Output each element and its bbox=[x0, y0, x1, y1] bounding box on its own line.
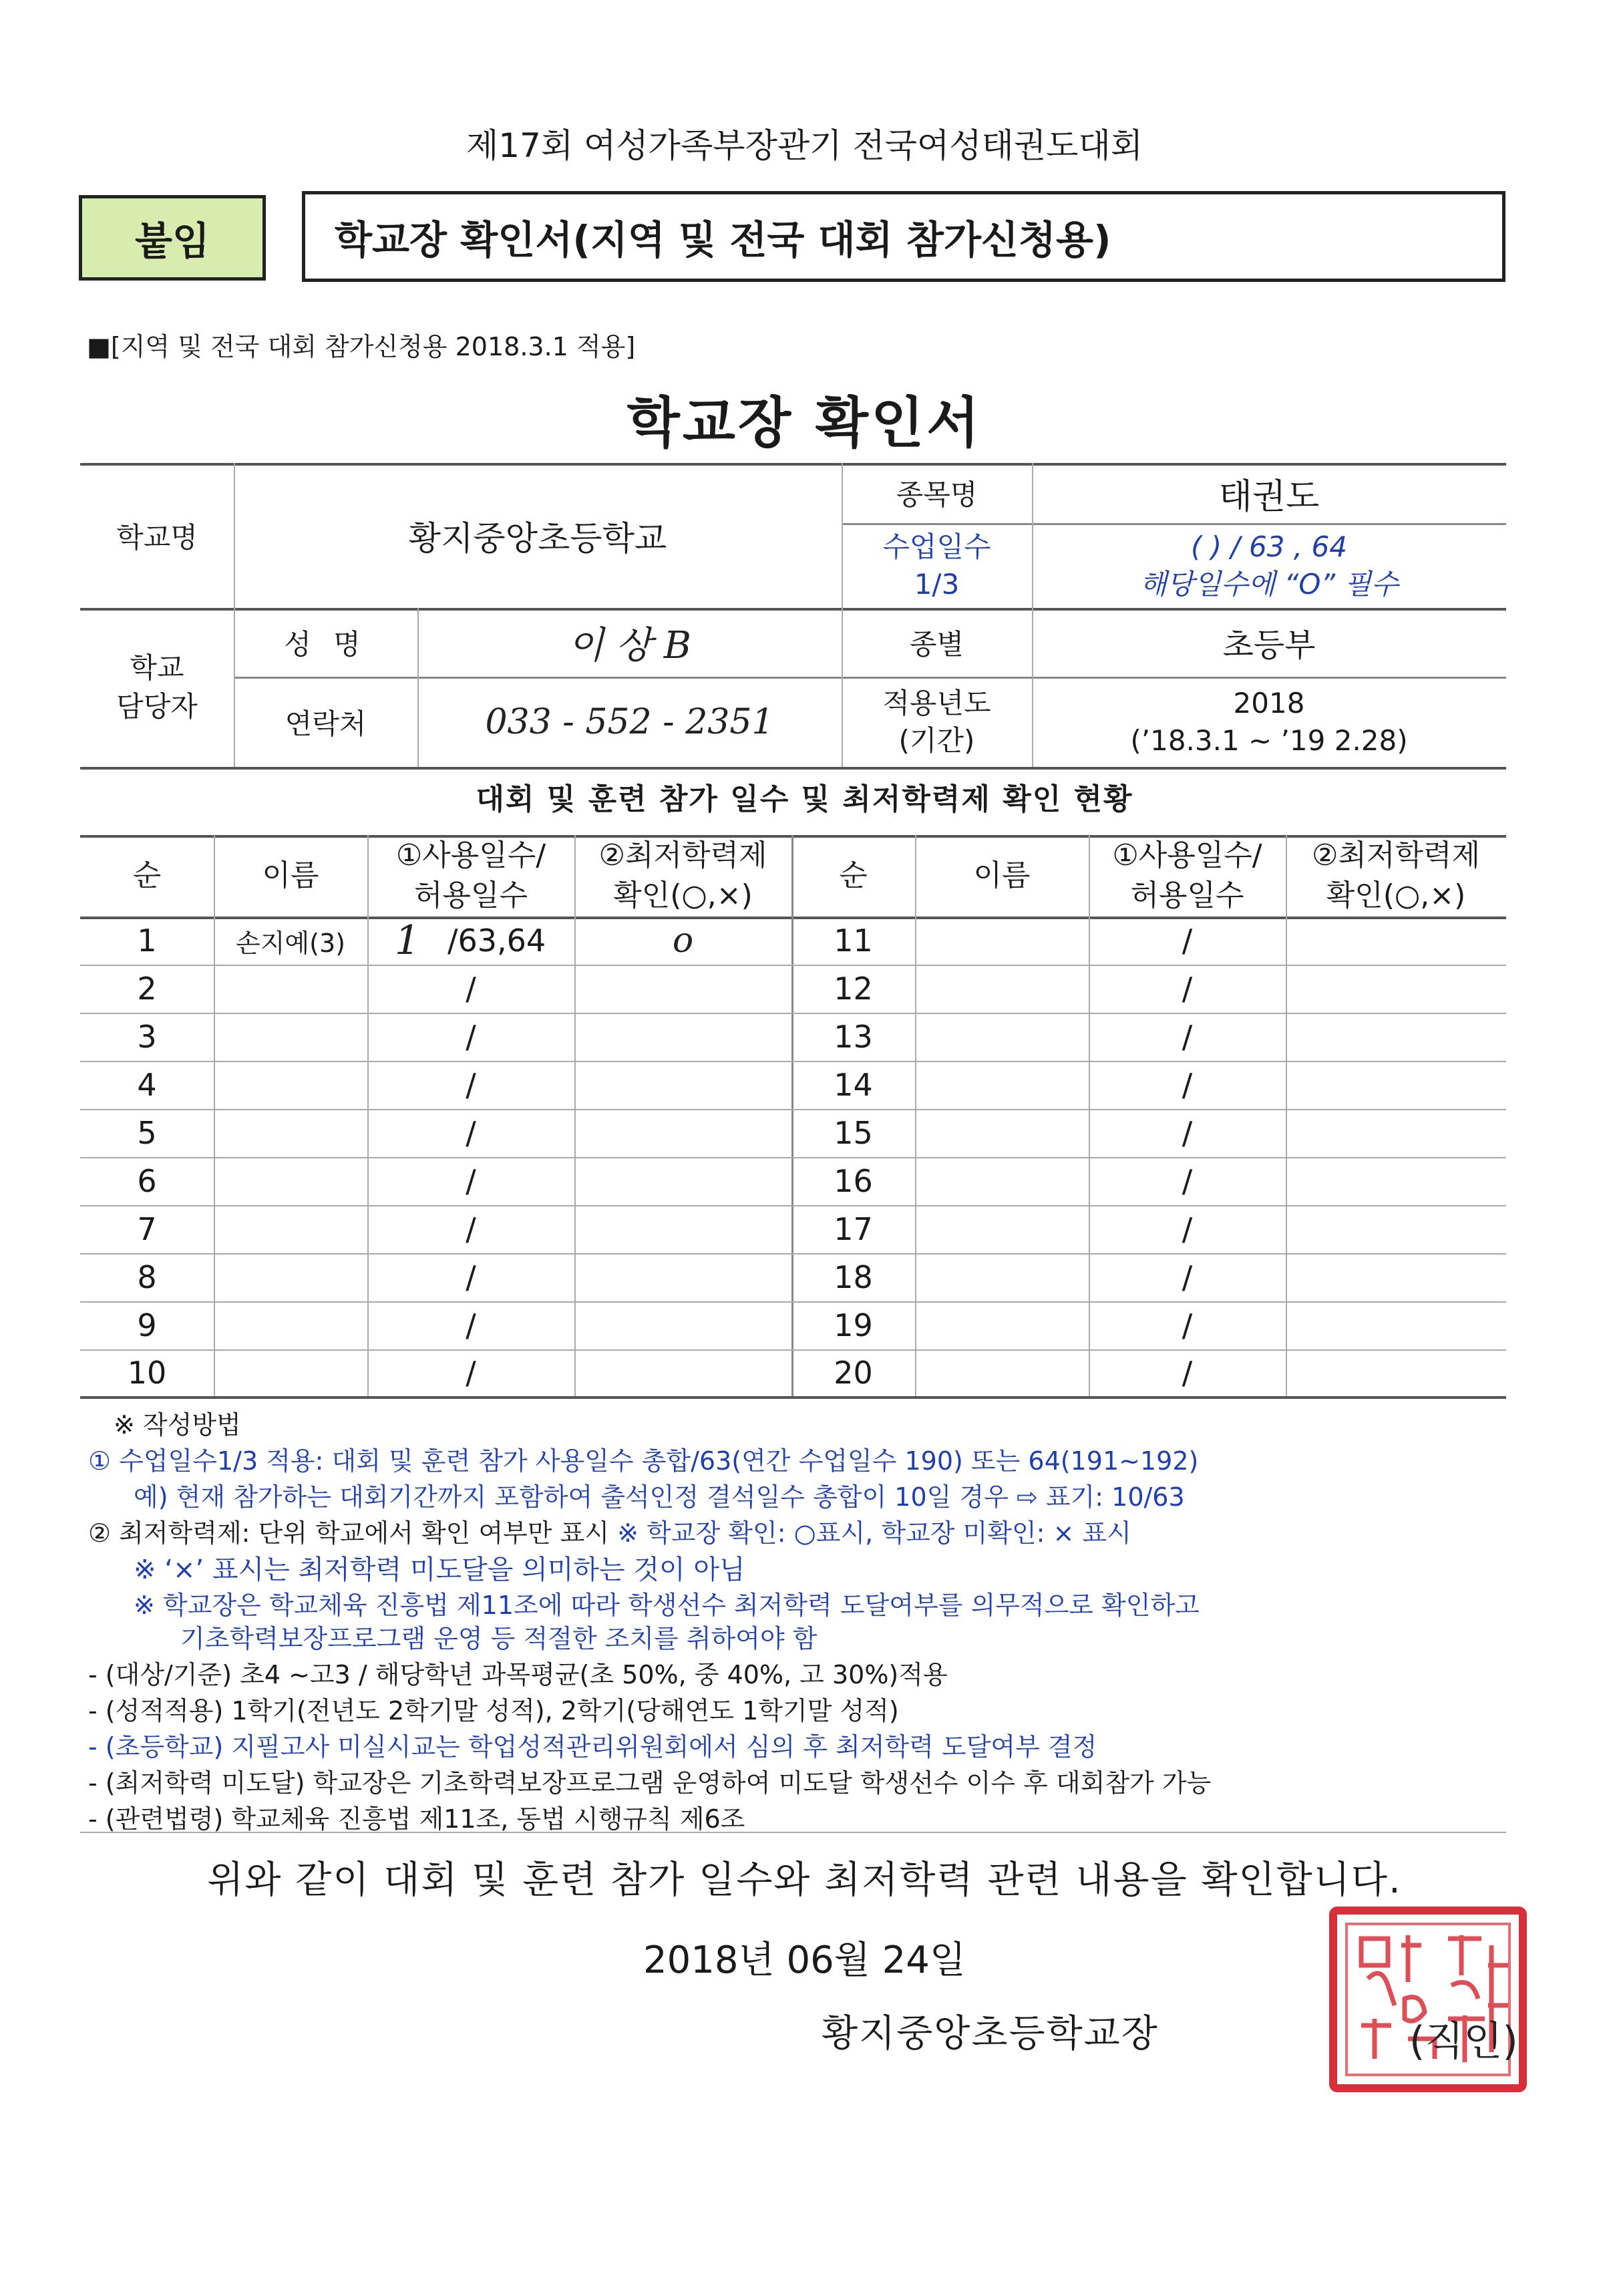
manager-label bbox=[80, 608, 234, 767]
row-days-right: / bbox=[1182, 1355, 1193, 1391]
row-seq-right: 18 bbox=[834, 1259, 873, 1295]
instruction-line-3a: ② 최저학력제: 단위 학교에서 확인 여부만 표시 bbox=[88, 1518, 618, 1548]
main-title: 학교장 확인서 bbox=[627, 391, 982, 455]
event-title: 제17회 여성가족부장관기 전국여성태권도대회 bbox=[466, 126, 1143, 165]
row-days-right: / bbox=[1182, 1115, 1193, 1151]
col-check-right bbox=[1286, 835, 1506, 917]
class-days-value bbox=[1032, 523, 1506, 608]
issue-date: 2018년 06월 24일 bbox=[643, 1939, 966, 1982]
year-value-line1: 2018 bbox=[1233, 686, 1305, 719]
row-seq-right: 14 bbox=[834, 1067, 873, 1103]
row-seq: 6 bbox=[137, 1163, 157, 1199]
year-label bbox=[842, 677, 1032, 767]
contact-label: 연락처 bbox=[285, 707, 367, 740]
class-days-label-line2: 1/3 bbox=[914, 567, 960, 601]
instruction-line-6: 기초학력보장프로그램 운영 등 적절한 조치를 취하여야 함 bbox=[180, 1624, 818, 1653]
row-name: 손지예(3) bbox=[236, 928, 345, 958]
row-days: / bbox=[466, 1067, 476, 1103]
col-days-line1: ①사용일수/ bbox=[395, 838, 546, 872]
school-value: 황지중앙초등학교 bbox=[408, 518, 667, 558]
col-seq-left: 순 bbox=[132, 858, 162, 892]
row-days-right: / bbox=[1182, 1019, 1193, 1055]
row-check: o bbox=[672, 921, 694, 961]
instruction-line-9: - (초등학교) 지필고사 미실시교는 학업성적관리위원회에서 심의 후 최저학력 도달여부 결정 bbox=[88, 1732, 1097, 1762]
instruction-line-11: - (관련법령) 학교체육 진흥법 제11조, 동법 시행규칙 제6조 bbox=[88, 1804, 745, 1834]
sport-value: 태권도 bbox=[1218, 476, 1320, 517]
col-name-left: 이름 bbox=[262, 858, 319, 892]
col-check-line2: 확인(○,×) bbox=[613, 878, 753, 913]
row-seq-right: 13 bbox=[834, 1019, 873, 1055]
instruction-line-5: ※ 학교장은 학교체육 진흥법 제11조에 따라 학생선수 최저학력 도달여부를 의무적으로 확인하고 bbox=[134, 1591, 1200, 1620]
section-title: 대회 및 훈련 참가 일수 및 최저학력제 확인 현황 bbox=[476, 782, 1133, 816]
year-label-line1: 적용년도 bbox=[882, 686, 991, 719]
row-seq-right: 19 bbox=[834, 1307, 873, 1343]
confirmation-statement: 위와 같이 대회 및 훈련 참가 일수와 최저학력 관련 내용을 확인합니다. bbox=[207, 1858, 1402, 1902]
manager-label-line1: 학교 bbox=[130, 651, 184, 684]
school-label: 학교명 bbox=[116, 520, 198, 554]
row-days-right: / bbox=[1182, 1211, 1193, 1247]
category-value: 초등부 bbox=[1222, 627, 1316, 664]
class-days-label bbox=[842, 523, 1032, 608]
row-seq: 5 bbox=[137, 1115, 157, 1151]
instruction-line-1: ① 수업일수1/3 적용: 대회 및 훈련 참가 사용일수 총합/63(연간 수업일수 190) 또는 64(191~192) bbox=[88, 1446, 1199, 1476]
instruction-line-3 bbox=[88, 1512, 1131, 1549]
instruction-line-2: 예) 현재 참가하는 대회기간까지 포함하여 출석인정 결석일수 총합이 10일 경우 ⇨ 표기: 10/63 bbox=[134, 1482, 1185, 1512]
row-seq-right: 16 bbox=[834, 1163, 873, 1199]
sport-label: 종목명 bbox=[896, 478, 978, 511]
instruction-line-4: ※ ‘×’ 표시는 최저학력 미도달을 의미하는 것이 아님 bbox=[134, 1554, 745, 1585]
row-days: / bbox=[466, 1307, 476, 1343]
manager-name-value: 이 상 B bbox=[568, 623, 691, 667]
instruction-line-8: - (성적적용) 1학기(전년도 2학기말 성적), 2학기(당해연도 1학기말 성적) bbox=[88, 1696, 899, 1726]
application-note: ■[지역 및 전국 대회 참가신청용 2018.3.1 적용] bbox=[87, 332, 636, 361]
col-days-right bbox=[1089, 835, 1286, 917]
manager-label-line2: 담당자 bbox=[116, 690, 198, 723]
row-days: / bbox=[466, 1355, 476, 1391]
col-check-line1: ②최저학력제 bbox=[598, 838, 767, 872]
col-check-right-line1: ②최저학력제 bbox=[1312, 838, 1480, 872]
col-seq-right: 순 bbox=[839, 858, 868, 892]
col-check-left bbox=[574, 835, 791, 917]
year-value bbox=[1032, 677, 1506, 767]
col-days-left bbox=[367, 835, 574, 917]
instruction-line-7: - (대상/기준) 초4 ~고3 / 해당학년 과목평균(초 50%, 중 40%, 고 30%)적용 bbox=[88, 1660, 948, 1689]
class-days-fraction: ( ) / 63 , 64 bbox=[1191, 530, 1347, 563]
contact-value: 033 - 552 - 2351 bbox=[485, 701, 774, 742]
row-days-right: / bbox=[1182, 1163, 1193, 1199]
document-heading: 학교장 확인서(지역 및 전국 대회 참가신청용) bbox=[302, 191, 1505, 282]
attachment-tag: 붙임 bbox=[79, 195, 266, 281]
row-seq: 2 bbox=[137, 971, 157, 1007]
row-seq-right: 12 bbox=[834, 971, 873, 1007]
col-days-right-line1: ①사용일수/ bbox=[1112, 838, 1262, 872]
seal-label: (직인) bbox=[1409, 2018, 1518, 2065]
row-days: / bbox=[466, 1211, 476, 1247]
category-label: 종별 bbox=[909, 627, 964, 661]
year-value-line2: (’18.3.1 ~ ’19 2.28) bbox=[1130, 723, 1408, 757]
year-label-line2: (기간) bbox=[898, 723, 975, 757]
row-days-right: / bbox=[1182, 1067, 1193, 1103]
row-days-right: / bbox=[1182, 923, 1193, 959]
col-name-right: 이름 bbox=[973, 858, 1031, 892]
row-seq: 4 bbox=[137, 1067, 157, 1103]
row-seq: 3 bbox=[137, 1019, 157, 1055]
instruction-line-3b: ※ 학교장 확인: ○표시, 학교장 미확인: × 표시 bbox=[617, 1518, 1131, 1548]
row-seq: 9 bbox=[137, 1307, 157, 1343]
row-days: / bbox=[466, 971, 476, 1007]
row-days: / bbox=[466, 1259, 476, 1295]
col-days-right-line2: 허용일수 bbox=[1130, 878, 1244, 913]
principal-title: 황지중앙초등학교장 bbox=[822, 2012, 1159, 2056]
class-days-note: 해당일수에 “O” 필수 bbox=[1139, 567, 1399, 601]
row-days: / bbox=[466, 1115, 476, 1151]
instructions-heading: ※ 작성방법 bbox=[114, 1410, 241, 1440]
row-days: /63,64 bbox=[448, 923, 546, 959]
row-seq-right: 11 bbox=[834, 923, 873, 959]
row-days-right: / bbox=[1182, 1259, 1193, 1295]
row-seq-right: 20 bbox=[834, 1355, 873, 1391]
col-days-line2: 허용일수 bbox=[413, 878, 528, 913]
row-seq: 10 bbox=[127, 1355, 167, 1391]
name-label: 성 명 bbox=[284, 627, 367, 661]
row-seq-right: 17 bbox=[834, 1211, 873, 1247]
col-check-right-line2: 확인(○,×) bbox=[1326, 878, 1466, 913]
row-days: / bbox=[466, 1019, 476, 1055]
row-days-right: / bbox=[1182, 1307, 1193, 1343]
row-seq: 1 bbox=[137, 923, 157, 959]
row-seq: 7 bbox=[137, 1211, 157, 1247]
row-days-right: / bbox=[1182, 971, 1193, 1007]
row-days: / bbox=[466, 1163, 476, 1199]
class-days-label-line1: 수업일수 bbox=[882, 530, 991, 563]
instruction-line-10: - (최저학력 미도달) 학교장은 기초학력보장프로그램 운영하여 미도달 학생선수 이수 후 대회참가 가능 bbox=[88, 1768, 1212, 1798]
row-used-days: 1 bbox=[394, 917, 421, 964]
row-seq: 8 bbox=[137, 1259, 157, 1295]
row-seq-right: 15 bbox=[834, 1115, 873, 1151]
